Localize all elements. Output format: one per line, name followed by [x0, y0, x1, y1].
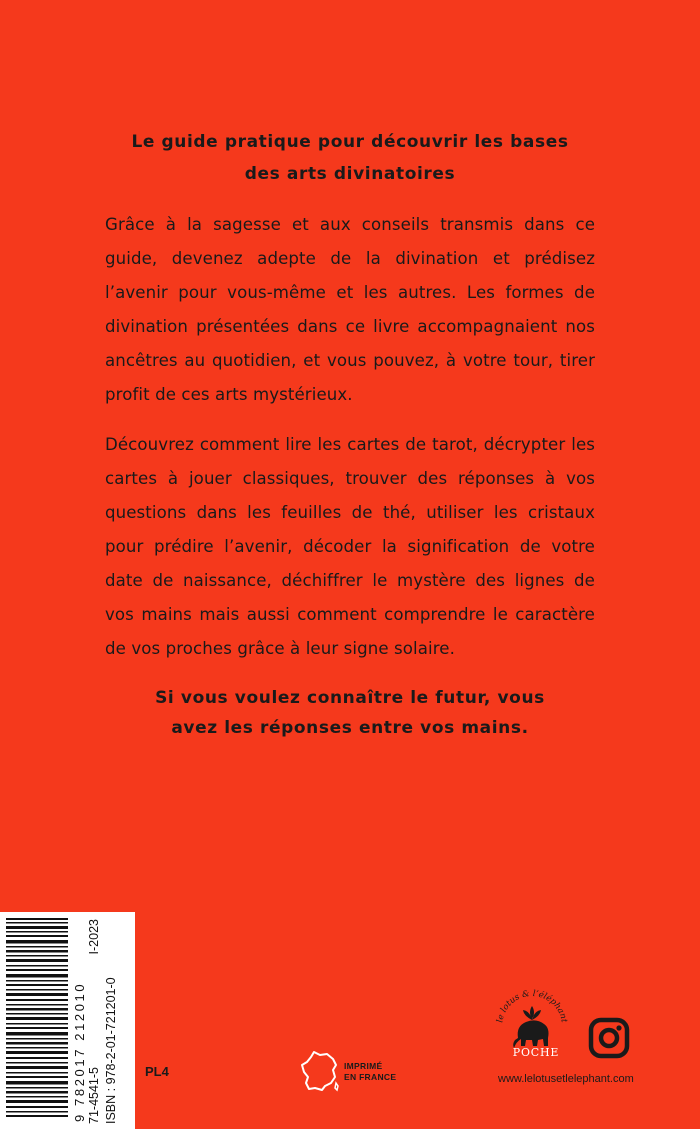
barcode-digits: 9 782017 212010: [72, 981, 87, 1122]
headline-line-1: Le guide pratique pour découvrir les bases: [131, 132, 569, 152]
printed-line-1: IMPRIMÉ: [344, 1061, 383, 1071]
isbn-number: ISBN : 978-2-01-721201-0: [104, 977, 118, 1124]
printed-line-2: EN FRANCE: [344, 1072, 397, 1082]
closing-line-1: Si vous voulez connaître le futur, vous: [155, 688, 545, 708]
description-paragraph-2: Découvrez comment lire les cartes de tarot, décrypter les cartes à jouer classiques, trouver des réponses à vos questions dans les feuilles de thé, utiliser les cristaux pour prédire l’avenir, décoder la signification de votre date de naissance, déchiffrer le mystère des lignes de vos mains mais aussi comment comprendre le caractère de vos proches grâce à leur signe solaire.: [105, 435, 595, 658]
barcode-block: [0, 912, 135, 1129]
isbn-text-block: [86, 919, 120, 1124]
publisher-name: le lotus & l’éléphant: [495, 988, 569, 1024]
pl-code: PL4: [145, 1064, 169, 1079]
closing-tagline: [90, 683, 610, 743]
publisher-series-label: POCHE: [512, 1046, 560, 1059]
publisher-website-link[interactable]: www.lelotusetlelephant.com: [498, 1073, 634, 1085]
internal-code: 71-4541-5: [87, 1067, 101, 1124]
print-date-code: I-2023: [87, 919, 101, 955]
headline: [90, 126, 610, 190]
closing-line-2: avez les réponses entre vos mains.: [171, 718, 529, 738]
france-map-icon: [300, 1050, 340, 1092]
description-paragraph-1: Grâce à la sagesse et aux conseils transmis dans ce guide, devenez adepte de la divination et prédisez l’avenir pour vous-même et les autres. Les formes de divination présentées dans ce livre accompagnaient nos ancêtres au quotidien, et vous pouvez, à votre tour, tirer profit de ces arts mystérieux.: [105, 215, 595, 404]
headline-line-2: des arts divinatoires: [244, 164, 456, 184]
instagram-icon[interactable]: [588, 1017, 630, 1059]
printed-in-france-label: [344, 1061, 396, 1083]
isbn-codes-row: [86, 919, 103, 1124]
